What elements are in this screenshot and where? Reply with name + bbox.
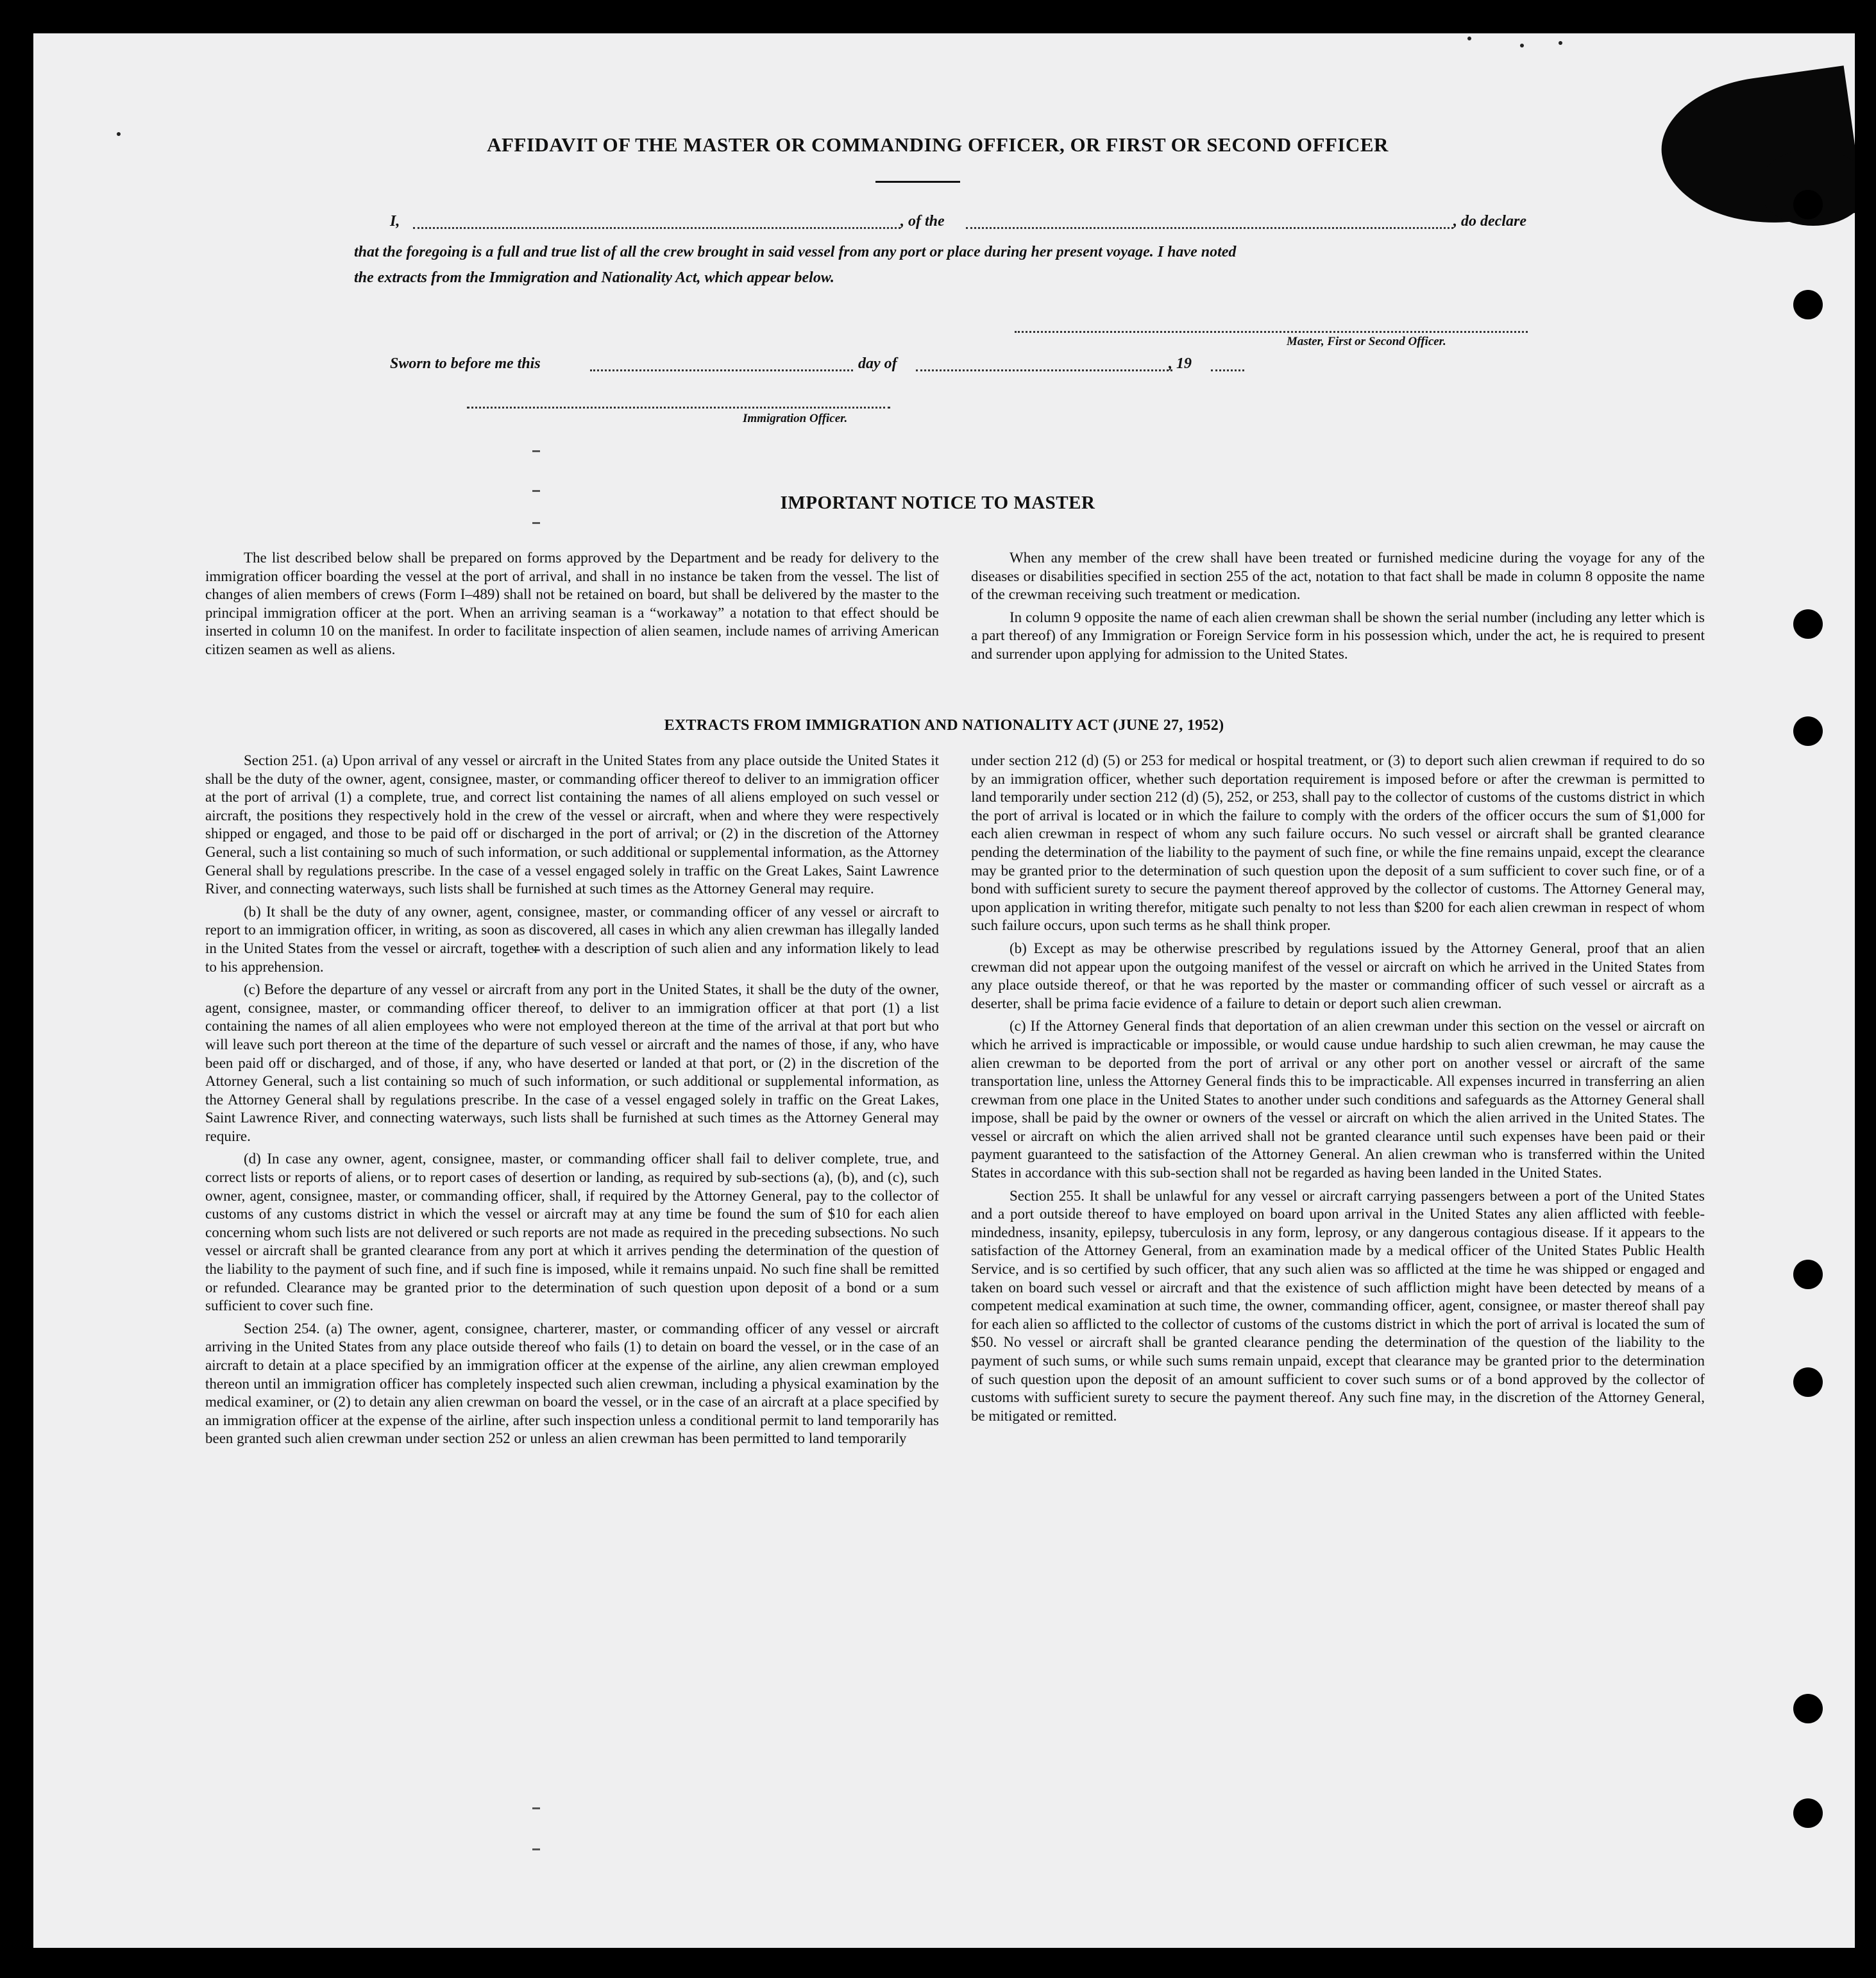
- notice-paragraph: The list described below shall be prepared on forms approved by the Department and be ready for delivery to the immigration officer boarding the vessel at the port of arrival, and shall in no instance be taken from the vessel. The list of changes of alien members of crews (Form I–489) shall not be retained on board, but shall be delivered by the master to the principal immigration officer at the port. When an arriving seaman is a “workaway” a notation to that effect should be inserted in column 10 on the manifest. In order to facilitate inspection of alien seamen, include names of arriving American citizen seamen as well as aliens.: [205, 550, 939, 657]
- notice-right-column: [971, 549, 1705, 668]
- notice-paragraph: In column 9 opposite the name of each alien crewman shall be shown the serial number (including any letter which is a part thereof) of any Immigration or Foreign Service form in his possession which, under the act, he is required to present and surrender upon applying for admission to the United States.: [971, 609, 1705, 662]
- declarant-name-line[interactable]: [413, 227, 900, 229]
- section-paragraph: (b) Except as may be otherwise prescribed by regulations issued by the Attorney General, proof that an alien crewman did not appear upon the outgoing manifest of the vessel or aircraft on which he arrived in the United States from any place outside thereof, or that he was reported by the master or commanding officer of such vessel or aircraft as a deserter, shall be prima facie evidence of a failure to detain or deport such alien crewman.: [971, 940, 1705, 1011]
- document-page: [33, 33, 1855, 1948]
- section-paragraph: Section 254. (a) The owner, agent, consignee, charterer, master, or commanding officer of any vessel or aircraft arriving in the United States from any place outside thereof who fails (1) to detain on board the vessel, or in the case of an aircraft to detain at a place specified by an immigration officer at the expense of the airline, any alien crewman employed thereon until an immigration officer has completely inspected such alien crewman, including a physical examination by the medical examiner, or (2) to detain any alien crewman on board the vessel, or in the case of an aircraft at a place specified by an immigration officer at the expense of the airline, after such inspection unless a conditional permit to land temporarily has been granted such alien crewman under section 252 or unless an alien crewman has been permitted to land temporarily: [205, 1320, 939, 1447]
- binder-hole: [1793, 1260, 1823, 1289]
- section-paragraph: (d) In case any owner, agent, consignee, master, or commanding officer shall fail to deliver complete, true, and correct lists or reports of aliens, or to report cases of desertion or landing, as required by sub-sections (a), (b), and (c), such owner, agent, consignee, master, or commanding officer, shall, if required by the Attorney General, pay to the collector of customs of any customs district in which the vessel or aircraft may at any time be found the sum of $10 for each alien concerning whom such lists are not delivered or such reports are not made as required in the preceding subsections. No such vessel or aircraft shall be granted clearance from any port at which it arrives pending the determination of the question of the liability to the payment of such fine, and if such fine is imposed, while it remains unpaid. No such fine shall be remitted or refunded. Clearance may be granted prior to the determination of such question upon deposit of a bond or a sum sufficient to cover such fine.: [205, 1151, 939, 1314]
- title-rule: [875, 181, 960, 183]
- speck: [1559, 41, 1562, 45]
- section-paragraph: (c) If the Attorney General finds that deportation of an alien crewman under this section on the vessel or aircraft on which he arrived is impracticable or impossible, or would cause undue hardship to such alien crewman, he may cause the alien crewman to be deported from the port of arrival or any other port on another vessel or aircraft of the same transportation line, unless the Attorney General finds this to be impracticable. All expenses incurred in transferring an alien crewman from one place in the United States to another under such conditions and safeguards as the Attorney General shall impose, shall be paid by the owner or owners of the vessel or aircraft on which the alien arrived in the United States. The vessel or aircraft on which the alien arrived shall not be granted clearance until such expenses have been paid or their payment guaranteed to the satisfaction of the Attorney General. An alien crewman who is transferred within the United States in accordance with this sub-section shall not be regarded as having been landed in the United States.: [971, 1018, 1705, 1181]
- margin-mark: [532, 450, 540, 452]
- notice-title: IMPORTANT NOTICE TO MASTER: [780, 493, 1095, 513]
- extracts-title: EXTRACTS FROM IMMIGRATION AND NATIONALITY ACT (JUNE 27, 1952): [664, 717, 1224, 734]
- section-paragraph: (b) It shall be the duty of any owner, agent, consignee, master, or commanding officer of any vessel or aircraft to report to an immigration officer, in writing, as soon as discovered, all cases in which any alien crewman has illegally landed in the United States from the vessel or aircraft, together with a description of such alien and any information likely to lead to his apprehension.: [205, 903, 939, 975]
- binder-hole: [1793, 1694, 1823, 1723]
- vessel-name-line[interactable]: [966, 227, 1453, 229]
- speck: [1520, 44, 1524, 47]
- binder-hole: [1793, 1798, 1823, 1828]
- year-line[interactable]: [1211, 369, 1244, 371]
- margin-mark: [532, 1848, 540, 1850]
- section-paragraph: Section 251. (a) Upon arrival of any vessel or aircraft in the United States from any place outside the United States it shall be the duty of the owner, agent, consignee, master, or commanding officer thereof to deliver to an immigration officer at the port of arrival (1) a complete, true, and correct list containing the names of all aliens employed on such vessel or aircraft, the positions they respectively hold in the crew of the vessel or aircraft, when and where they were respectively shipped or engaged, and those to be paid off or discharged in the port of arrival; or (2) in the discretion of the Attorney General, such a list containing so much of such information, or such additional or supplemental information, as the Attorney General shall by regulations prescribe. In the case of a vessel engaged solely in traffic on the Great Lakes, Saint Lawrence River, and connecting waterways, such lists shall be furnished at such times as the Attorney General may require.: [205, 752, 939, 897]
- day-of-label: day of: [858, 355, 897, 372]
- extracts-left-column: [205, 752, 939, 1453]
- section-paragraph: Section 255. It shall be unlawful for any vessel or aircraft carrying passengers between a port of the United States and a port outside thereof to have employed on board upon arrival in the United States any alien afflicted with feeble-mindedness, insanity, epilepsy, tuberculosis in any form, leprosy, or any dangerous contagious disease. If it appears to the satisfaction of the Attorney General, from an examination made by a medical officer of the United States Public Health Service, and is so certified by such officer, that any such alien was so afflicted at the time he was shipped or engaged and taken on board such vessel or aircraft and that the existence of such affliction might have been detected by means of a competent medical examination at such time, the owner, commanding officer, agent, consignee, or master thereof shall pay for each alien so afflicted to the collector of customs of the customs district in which the port of arrival is located the sum of $50. No vessel or aircraft shall be granted clearance pending the determination of the question of the liability to the payment of such sums, or while such sums remain unpaid, except that clearance may be granted prior to the determination of such question upon the deposit of an amount sufficient to cover such sums or of a bond approved by the collector of customs with sufficient surety to secure the payment thereof. Any such fine may, in the discretion of the Attorney General, be mitigated or remitted.: [971, 1187, 1705, 1424]
- notice-left-column: [205, 549, 939, 664]
- do-declare-label: , do declare: [1453, 213, 1526, 230]
- margin-mark: [532, 522, 540, 524]
- margin-mark: [532, 490, 540, 492]
- declaration-line: the extracts from the Immigration and Nationality Act, which appear below.: [354, 269, 834, 286]
- affidavit-title: AFFIDAVIT OF THE MASTER OR COMMANDING OFFICER, OR FIRST OR SECOND OFFICER: [487, 133, 1389, 156]
- sworn-date-line[interactable]: [590, 369, 853, 371]
- extracts-right-column: [971, 752, 1705, 1430]
- notice-paragraph: When any member of the crew shall have been treated or furnished medicine during the voyage for any of the diseases or disabilities specified in section 255 of the act, notation to that fact shall be made in column 8 opposite the name of the crewman receiving such treatment or medication.: [971, 550, 1705, 603]
- master-caption: Master, First or Second Officer.: [1287, 335, 1446, 348]
- section-paragraph: under section 212 (d) (5) or 253 for medical or hospital treatment, or (3) to deport such alien crewman if required to do so by an immigration officer, whether such deportation requirement is imposed before or after the crewman is permitted to land temporarily under section 212 (d) (5), 252, or 253, shall pay to the collector of customs of the customs district in which the port of arrival is located or in which the failure to comply with the orders of the officer occurs the sum of $1,000 for each alien crewman in respect of whom any such failure occurs. No such vessel or aircraft shall be granted clearance pending the determination of the liability to the payment of such fine, or while the fine remains unpaid, except the clearance may be granted prior to the determination of such question upon the deposit of a sum sufficient to cover such fine, or of a bond with sufficient surety to secure the payment thereof approved by the collector of customs. The Attorney General may, upon application in writing therefor, mitigate such penalty to not less than $200 for each alien crewman in respect of whom such failure occurs, upon such terms as he shall think proper.: [971, 752, 1705, 934]
- declaration-line: that the foregoing is a full and true list of all the crew brought in said vessel from any port or place during her present voyage. I have noted: [354, 244, 1237, 260]
- section-paragraph: (c) Before the departure of any vessel or aircraft from any port in the United States, it shall be the duty of the owner, agent, consignee, master, or commanding officer thereof, to deliver to an immigration officer at that port (1) a list containing the names of all alien employees who were not employed thereon at the time of the arrival at that port but who will leave such port thereon at the time of the departure of such vessel or aircraft and the names of those, if any, who have been paid off or discharged, and of those, if any, who have deserted or landed at that port, or (2) in the discretion of the Attorney General, such a list containing so much of such information, or such additional or supplemental information, as the Attorney General shall by regulations prescribe. In the case of a vessel engaged solely in traffic on the Great Lakes, Saint Lawrence River, and connecting waterways, such lists shall be furnished at such times as the Attorney General may require.: [205, 981, 939, 1144]
- immigration-officer-signature-line[interactable]: [467, 407, 890, 409]
- master-signature-line[interactable]: [1015, 331, 1528, 333]
- officer-caption: Immigration Officer.: [743, 412, 848, 425]
- month-line[interactable]: [916, 369, 1172, 371]
- binder-hole: [1793, 1367, 1823, 1397]
- binder-hole: [1793, 190, 1823, 219]
- margin-mark: [532, 1807, 540, 1809]
- declarant-label: I,: [390, 213, 400, 230]
- sworn-label: Sworn to before me this: [390, 355, 541, 372]
- speck: [1467, 37, 1471, 40]
- year-label: , 19: [1169, 355, 1192, 372]
- of-the-label: , of the: [900, 213, 945, 230]
- binder-hole: [1793, 609, 1823, 639]
- binder-hole: [1793, 290, 1823, 319]
